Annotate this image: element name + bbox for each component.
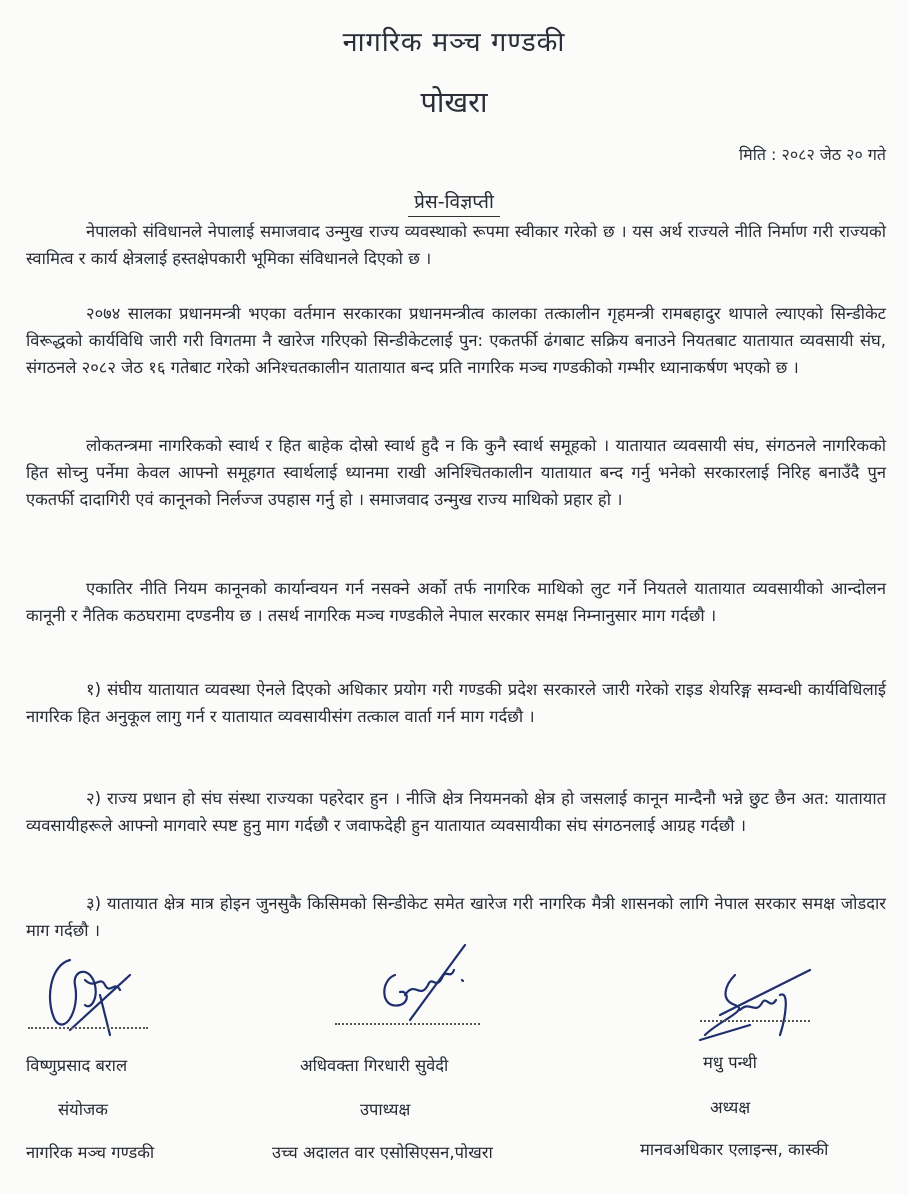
signatory-1-organization: नागरिक मञ्च गण्डकी bbox=[26, 1143, 155, 1162]
signatory-3-name: मधु पन्थी bbox=[703, 1053, 757, 1072]
signatory-3-role: अध्यक्ष bbox=[710, 1098, 751, 1117]
signatory-2-organization: उच्च अदालत वार एसोसिएसन,पोखरा bbox=[272, 1143, 493, 1162]
paragraph-1: नेपालको संविधानले नेपालाई समाजवाद उन्मुख राज्य व्यवस्थाको रूपमा स्वीकार गरेको छ । यस अर्थ राज्यले नीति निर्माण गरी राज्यको स्वामित्व र कार्य क्षेत्रलाई हस्तक्षेपकारी भूमिका संविधानले दिएको छ । bbox=[26, 222, 886, 268]
signature-line-1 bbox=[28, 1027, 148, 1029]
paragraph-4: एकातिर नीति नियम कानूनको कार्यान्वयन गर्न नसक्ने अर्को तर्फ नागरिक माथिको लुट गर्ने नियतले यातायात व्यवसायीको आन्दोलन कानूनी र नैतिक कठघरामा दण्डनीय छ । तसर्थ नागरिक मञ्च गण्डकीले नेपाल सरकार समक्ष निम्नानुसार माग गर्दछौ । bbox=[26, 579, 886, 625]
organization-title: नागरिक मञ्च गण्डकी bbox=[342, 27, 566, 58]
paragraph-2: २०७४ सालका प्रधानमन्त्री भएका वर्तमान सरकारका प्रधानमन्त्रीत्व कालका तत्कालीन गृहमन्त्री रामबहादुर थापाले ल्याएको सिन्डीकेट विरूद्धको कार्यविधि जारी गरी विगतमा नै खारेज गरिएको सिन्डीकेटलाई पुन: एकतर्फी ढंगबाट सक्रिय बनाउने नियतबाट यातायात व्यवसायी संघ, संगठनले २०८२ जेठ १६ गतेबाट गरेको अनिश्चतकालीन यातायात बन्द प्रति नागरिक मञ्च गण्डकीको गम्भीर ध्यानाकर्षण भएको छ । bbox=[26, 304, 886, 377]
signature-line-3 bbox=[700, 1020, 810, 1022]
demand-3: ३) यातायात क्षेत्र मात्र होइन जुनसुकै किसिमको सिन्डीकेट समेत खारेज गरी नागरिक मैत्री शासनको लागि नेपाल सरकार समक्ष जोडदार माग गर्दछौ । bbox=[26, 894, 886, 940]
heading-text: प्रेस-विज्ञप्ती bbox=[408, 191, 500, 217]
demand-1: १) संघीय यातायात व्यवस्था ऐनले दिएको अधिकार प्रयोग गरी गण्डकी प्रदेश सरकारले जारी गरेको राइड शेयरिङ्ग सम्वन्धी कार्यविधिलाई नागरिक हित अनुकूल लागु गर्न र यातायात व्यवसायीसंग तत्काल वार्ता गर्न माग गर्दछौ । bbox=[26, 680, 886, 726]
signature-2-icon bbox=[370, 940, 480, 1030]
document-heading bbox=[0, 188, 908, 214]
signatory-3-organization: मानवअधिकार एलाइन्स, कास्की bbox=[640, 1140, 829, 1159]
demand-2: २) राज्य प्रधान हो संघ संस्था राज्यका पहरेदार हुन । नीजि क्षेत्र नियमनको क्षेत्र हो जसलाई कानून मान्दैनौ भन्ने छुट छैन अत: यातायात व्यवसायीहरूले आफ्नो मागवारे स्पष्ट हुनु माग गर्दछौ र जवाफदेही हुन यातायात व्यवसायीका संघ संगठनलाई आग्रह गर्दछौ । bbox=[26, 789, 886, 835]
date-line: मिति : २०८२ जेठ २० गते bbox=[738, 145, 886, 164]
signature-line-2 bbox=[335, 1023, 480, 1025]
city-title: पोखरा bbox=[420, 85, 488, 119]
signature-3-icon bbox=[680, 965, 830, 1050]
signatory-2-name: अधिवक्ता गिरधारी सुवेदी bbox=[300, 1056, 449, 1075]
signatory-2-role: उपाध्यक्ष bbox=[360, 1100, 411, 1119]
paragraph-3: लोकतन्त्रमा नागरिकको स्वार्थ र हित बाहेक दोस्रो स्वार्थ हुदै न कि कुनै स्वार्थ समूहको । यातायात व्यवसायी संघ, संगठनले नागरिकको हित सोच्नु पर्नेमा केवल आफ्नो समूहगत स्वार्थलाई ध्यानमा राखी अनिश्चितकालीन यातायात बन्द गर्नु भनेको सरकारलाई निरिह बनाउँदै पुन एकतर्फी दादागिरी एवं कानूनको निर्लज्ज उपहास गर्नु हो । समाजवाद उन्मुख राज्य माथिको प्रहार हो । bbox=[26, 436, 886, 509]
signatory-1-name: विष्णुप्रसाद बराल bbox=[26, 1056, 128, 1075]
signatory-1-role: संयोजक bbox=[58, 1100, 108, 1119]
